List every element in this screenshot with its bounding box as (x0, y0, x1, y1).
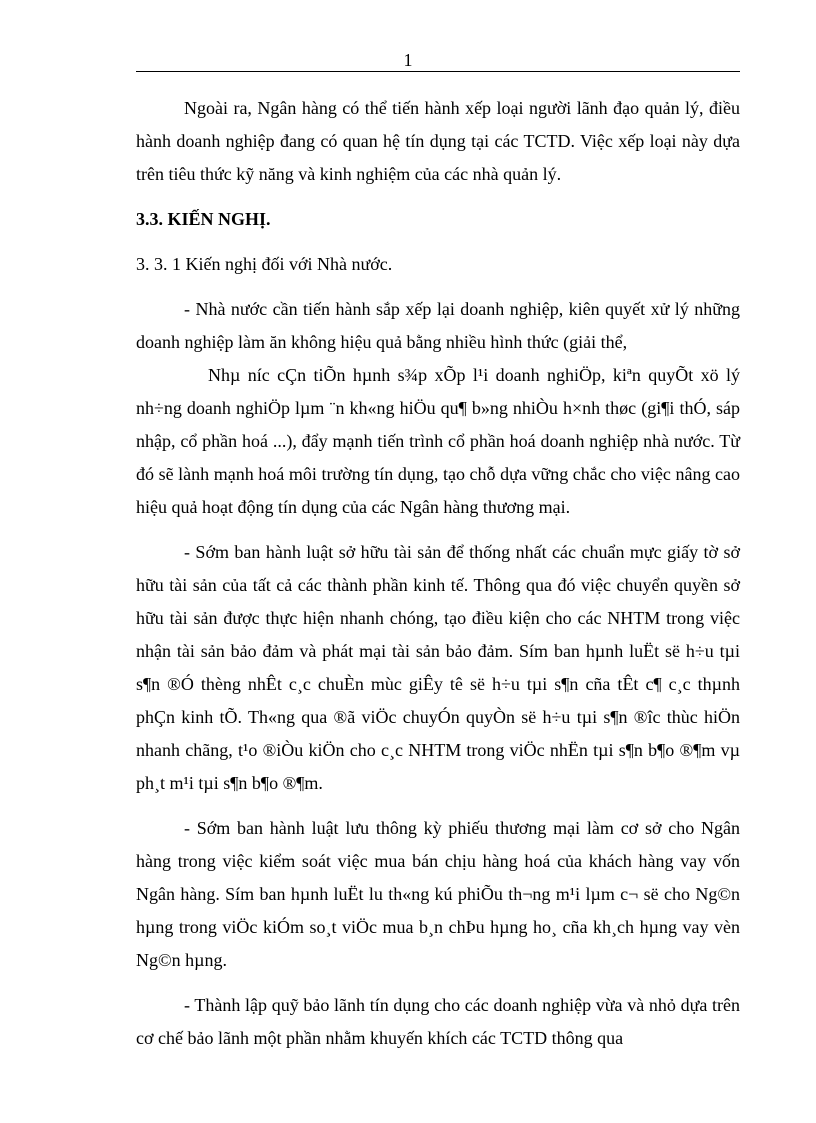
document-body (136, 92, 740, 1055)
paragraph-promissory-note-law: - Sớm ban hành luật lưu thông kỳ phiếu thương mại làm cơ sở cho Ngân hàng trong việc kiểm soát việc mua bán chịu hàng hoá của khách hàng vay vốn Ngân hàng. Sím ban hµnh luËt lu th«ng kú phiÕu th¬ng m¹i lµm c¬ së cho Ng©n hµng trong viÖc kiÓm so¸t viÖc mua b¸n chÞu hµng ho¸ cña kh¸ch hµng vay vèn Ng©n hµng. (136, 818, 740, 970)
section-heading: 3.3. KIẾN NGHỊ. (136, 209, 271, 229)
paragraph-leaders-rating: Ngoài ra, Ngân hàng có thể tiến hành xếp loại người lãnh đạo quản lý, điều hành doanh nghiệp đang có quan hệ tín dụng tại các TCTD. Việc xếp loại này dựa trên tiêu thức kỹ năng và kinh nghiệm của các nhà quản lý. (136, 98, 740, 184)
subsection-heading: 3. 3. 1 Kiến nghị đối với Nhà nước. (136, 254, 393, 274)
page-number: 1 (403, 50, 413, 70)
paragraph-restructure-enterprises: - Nhà nước cần tiến hành sắp xếp lại doanh nghiệp, kiên quyết xử lý những doanh nghiệp làm ăn không hiệu quả bằng nhiều hình thức (giải thể, (136, 299, 740, 352)
paragraph-restructure-enterprises-garbled: Nhµ níc cÇn tiÕn hµnh s¾p xÕp l¹i doanh nghiÖp, kiªn quyÕt xö lý nh÷ng doanh nghiÖp lµm ¨n kh«ng hiÖu qu¶ b»ng nhiÒu h×nh thøc (gi¶i thÓ, sáp nhập, cổ phần hoá ...), đẩy mạnh tiến trình cổ phần hoá doanh nghiệp nhà nước. Từ đó sẽ lành mạnh hoá môi trường tín dụng, tạo chỗ dựa vững chắc cho việc nâng cao hiệu quả hoạt động tín dụng của các Ngân hàng thương mại. (136, 365, 740, 517)
paragraph-property-law: - Sớm ban hành luật sở hữu tài sản để thống nhất các chuẩn mực giấy tờ sở hữu tài sản của tất cả các thành phần kinh tế. Thông qua đó việc chuyển quyền sở hữu tài sản được thực hiện nhanh chóng, tạo điều kiện cho các NHTM trong việc nhận tài sản bảo đảm và phát mại tài sản bảo đảm. Sím ban hµnh luËt së h÷u tµi s¶n ®Ó thèng nhÊt c¸c chuÈn mùc giÊy tê së h÷u tµi s¶n cña tÊt c¶ c¸c thµnh phÇn kinh tÕ. Th«ng qua ®ã viÖc chuyÓn quyÒn së h÷u tµi s¶n ®îc thùc hiÖn nhanh chãng, t¹o ®iÒu kiÖn cho c¸c NHTM trong viÖc nhËn tµi s¶n b¶o ®¶m vµ ph¸t m¹i tµi s¶n b¶o ®¶m. (136, 542, 740, 793)
paragraph-credit-guarantee-fund: - Thành lập quỹ bảo lãnh tín dụng cho các doanh nghiệp vừa và nhỏ dựa trên cơ chế bảo lãnh một phần nhằm khuyến khích các TCTD thông qua (136, 995, 740, 1048)
header-rule (136, 71, 740, 72)
